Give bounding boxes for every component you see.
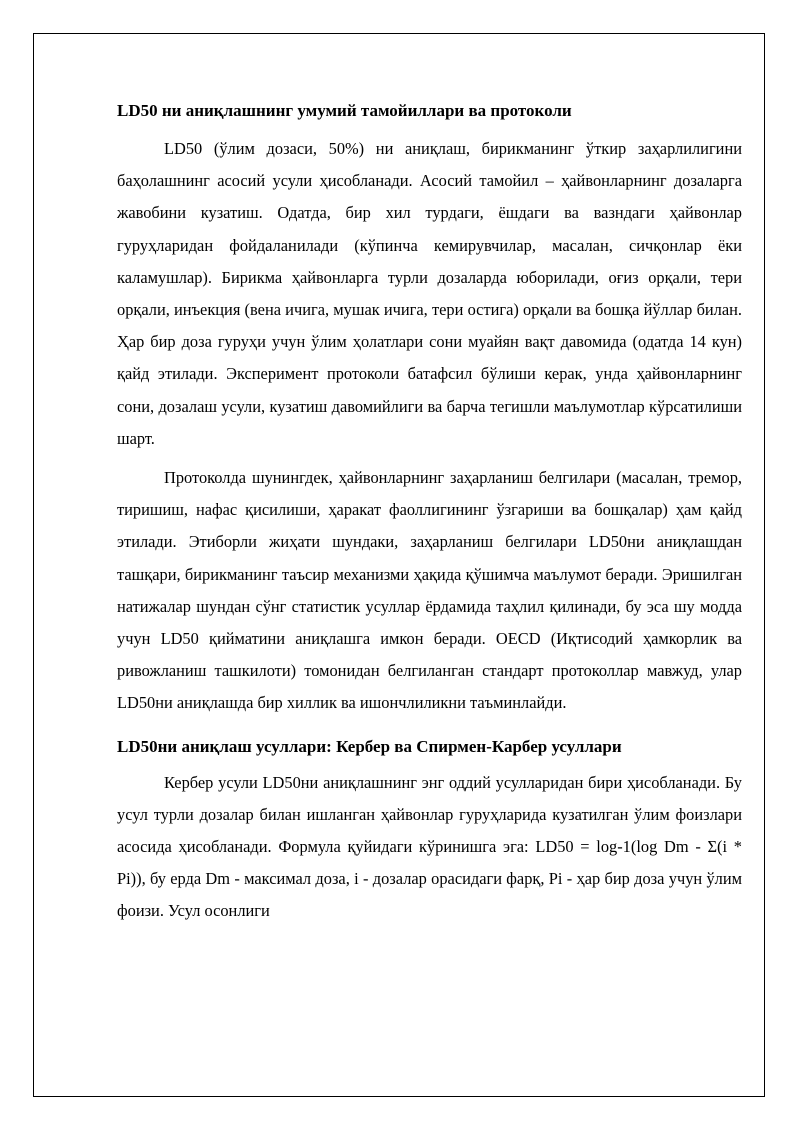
paragraph: Протоколда шунингдек, ҳайвонларнинг заҳарланиш белгилари (масалан, тремор, тиришиш, нафас қисилиши, ҳаракат фаоллигининг ўзгариши ва бошқалар) ҳам қайд этилади. Этиборли жиҳати шундаки, заҳарланиш белгилари LD50ни аниқлашдан ташқари, бирикманинг таъсир механизми ҳақида қўшимча маълумот беради. Эришилган натижалар шундан сўнг статистик усуллар ёрдамида таҳлил қилинади, бу эса шу модда учун LD50 қийматини аниқлашга имкон беради. OECD (Иқтисодий ҳамкорлик ва ривожланиш ташкилоти) томонидан белгиланган стандарт протоколлар мавжуд, улар LD50ни аниқлашда бир хиллик ва ишончлиликни таъминлайди. (117, 468, 742, 713)
section-heading-ld50-principles: LD50 ни аниқлашнинг умумий тамойиллари ва протоколи (117, 101, 572, 120)
paragraph: LD50 (ўлим дозаси, 50%) ни аниқлаш, бирикманинг ўткир заҳарлилигини баҳолашнинг асосий усули ҳисобланади. Асосий тамойил – ҳайвонларнинг дозаларга жавобини кузатиш. Одатда, бир хил турдаги, ёшдаги ва вазндаги ҳайвонлар гуруҳларидан фойдаланилади (кўпинча кемирувчилар, масалан, сичқонлар ёки каламушлар). Бирикма ҳайвонларга турли дозаларда юборилади, оғиз орқали, тери орқали, инъекция (вена ичига, мушак ичига, тери остига) орқали ва бошқа йўллар билан. Ҳар бир доза гуруҳи учун ўлим ҳолатлари сони муайян вақт давомида (одатда 14 кун) қайд этилади. Эксперимент протоколи батафсил бўлиши керак, унда ҳайвонларнинг сони, дозалаш усули, кузатиш давомийлиги ва барча тегишли маълумотлар кўрсатилиши шарт. (117, 139, 742, 448)
document-body (117, 99, 742, 935)
paragraph: Кербер усули LD50ни аниқлашнинг энг оддий усулларидан бири ҳисобланади. Бу усул турли дозалар билан ишланган ҳайвонлар гуруҳларида кузатилган ўлим фоизлари асосида ҳисобланади. Формула қуйидаги кўринишга эга: LD50 = log-1(log Dm - Σ(i * Pi)), бу ерда Dm - максимал доза, i - дозалар орасидаги фарқ, Pi - ҳар бир доза учун ўлим фоизи. Усул осонлиги (117, 772, 742, 921)
section-heading-ld50-methods: LD50ни аниқлаш усуллари: Кербер ва Спирмен-Карбер усуллари (117, 736, 622, 756)
